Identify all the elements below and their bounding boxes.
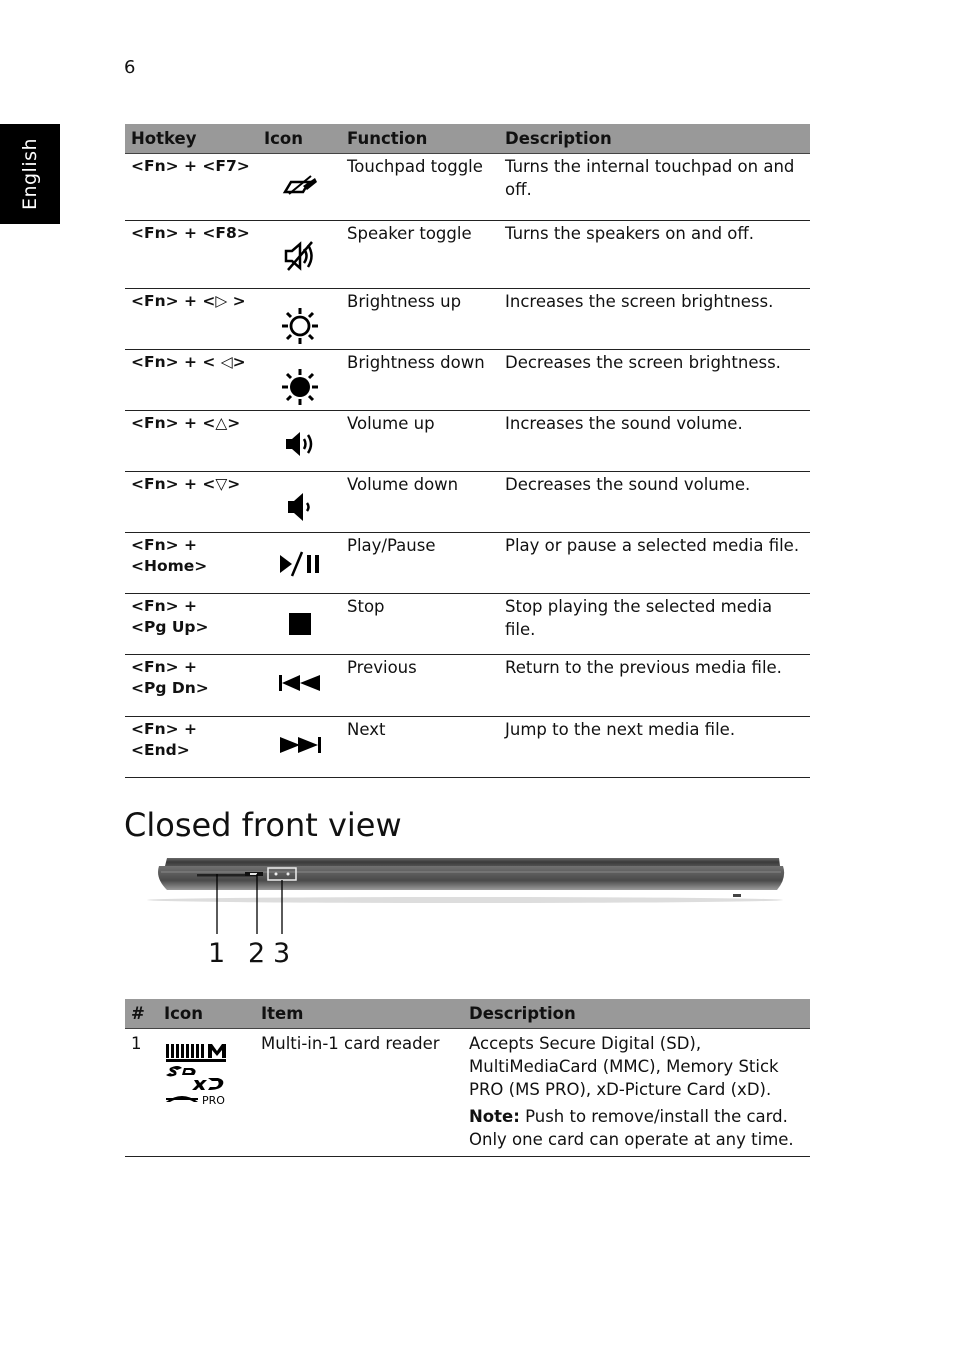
header-icon: Icon	[158, 999, 255, 1029]
function-cell: Volume up	[341, 411, 499, 472]
note-paragraph	[469, 1105, 804, 1151]
callout-label: 1	[208, 938, 226, 969]
speaker-toggle-icon	[282, 239, 318, 273]
laptop-front-view-illustration	[145, 852, 795, 982]
item-cell: Multi-in-1 card reader	[255, 1029, 463, 1157]
hotkey-line: <Fn> +	[131, 536, 197, 554]
table-row	[125, 1029, 810, 1157]
front-view-table	[125, 999, 810, 1157]
function-cell: Brightness down	[341, 350, 499, 411]
table-row	[125, 350, 810, 411]
hotkey-cell	[125, 594, 258, 655]
description-cell: Increases the screen brightness.	[499, 289, 810, 350]
header-description: Description	[499, 124, 810, 154]
brightness-down-icon	[281, 368, 319, 406]
hotkey-line: <Pg Up>	[131, 618, 209, 636]
table-row	[125, 594, 810, 655]
icon-cell	[158, 1029, 255, 1157]
front-view-table-header	[125, 999, 810, 1029]
function-cell: Next	[341, 717, 499, 778]
description-cell: Turns the speakers on and off.	[499, 221, 810, 289]
header-icon: Icon	[258, 124, 341, 154]
table-row	[125, 411, 810, 472]
function-cell: Touchpad toggle	[341, 154, 499, 221]
description-cell: Decreases the sound volume.	[499, 472, 810, 533]
table-row	[125, 221, 810, 289]
function-cell: Brightness up	[341, 289, 499, 350]
language-tab	[0, 124, 60, 224]
brightness-up-icon	[281, 307, 319, 345]
description-cell: Decreases the screen brightness.	[499, 350, 810, 411]
hotkey-cell: <Fn> + <▽>	[125, 472, 258, 533]
number-cell: 1	[125, 1029, 158, 1157]
stop-icon	[288, 612, 312, 636]
function-cell: Play/Pause	[341, 533, 499, 594]
icon-cell	[258, 594, 341, 655]
table-row	[125, 717, 810, 778]
hotkey-cell: <Fn> + < ◁>	[125, 350, 258, 411]
header-hotkey: Hotkey	[125, 124, 258, 154]
note-label: Note:	[469, 1107, 520, 1126]
table-row	[125, 289, 810, 350]
hotkey-table-header	[125, 124, 810, 154]
section-title: Closed front view	[124, 806, 402, 844]
hotkey-cell: <Fn> + <▷ >	[125, 289, 258, 350]
description-cell: Return to the previous media file.	[499, 655, 810, 717]
next-icon	[278, 735, 322, 755]
header-description: Description	[463, 999, 810, 1029]
hotkey-cell: <Fn> + <End>	[125, 717, 258, 778]
function-cell: Previous	[341, 655, 499, 717]
description-cell	[463, 1029, 810, 1157]
previous-icon	[278, 673, 322, 693]
description-cell: Jump to the next media file.	[499, 717, 810, 778]
icon-cell	[258, 472, 341, 533]
function-cell: Stop	[341, 594, 499, 655]
svg-text:PRO: PRO	[202, 1094, 225, 1107]
play-pause-icon	[278, 551, 322, 577]
icon-cell	[258, 221, 341, 289]
hotkey-cell	[125, 533, 258, 594]
hotkey-cell: <Fn> + <△>	[125, 411, 258, 472]
icon-cell	[258, 717, 341, 778]
volume-up-icon	[283, 429, 317, 459]
note-text: Push to remove/install the card. Only one card can operate at any time.	[469, 1107, 794, 1149]
callout-label: 3	[273, 938, 291, 969]
table-row	[125, 472, 810, 533]
function-cell: Speaker toggle	[341, 221, 499, 289]
header-function: Function	[341, 124, 499, 154]
touchpad-toggle-icon	[281, 172, 319, 198]
icon-cell	[258, 350, 341, 411]
card-reader-logos-icon	[164, 1040, 234, 1110]
hotkey-line: <Fn> +	[131, 597, 197, 615]
language-tab-label: English	[19, 137, 41, 211]
hotkey-line: <Pg Dn>	[131, 679, 209, 697]
table-row	[125, 533, 810, 594]
icon-cell	[258, 533, 341, 594]
icon-cell	[258, 289, 341, 350]
page-number: 6	[124, 57, 136, 78]
description-cell: Increases the sound volume.	[499, 411, 810, 472]
function-cell: Volume down	[341, 472, 499, 533]
hotkey-cell: <Fn> + <F7>	[125, 154, 258, 221]
hotkey-line: <Fn> +	[131, 658, 197, 676]
volume-down-icon	[283, 490, 317, 524]
icon-cell	[258, 411, 341, 472]
hotkey-table	[125, 124, 810, 778]
header-number: #	[125, 999, 158, 1029]
callout-label: 2	[248, 938, 266, 969]
hotkey-line: <Home>	[131, 557, 208, 575]
hotkey-cell	[125, 655, 258, 717]
hotkey-cell: <Fn> + <F8>	[125, 221, 258, 289]
description-cell: Stop playing the selected media file.	[499, 594, 810, 655]
description-text: Accepts Secure Digital (SD), MultiMediaCard (MMC), Memory Stick PRO (MS PRO), xD-Picture Card (xD).	[469, 1034, 779, 1099]
header-item: Item	[255, 999, 463, 1029]
icon-cell	[258, 154, 341, 221]
table-row	[125, 655, 810, 717]
description-cell: Play or pause a selected media file.	[499, 533, 810, 594]
description-cell: Turns the internal touchpad on and off.	[499, 154, 810, 221]
table-row	[125, 154, 810, 221]
icon-cell	[258, 655, 341, 717]
